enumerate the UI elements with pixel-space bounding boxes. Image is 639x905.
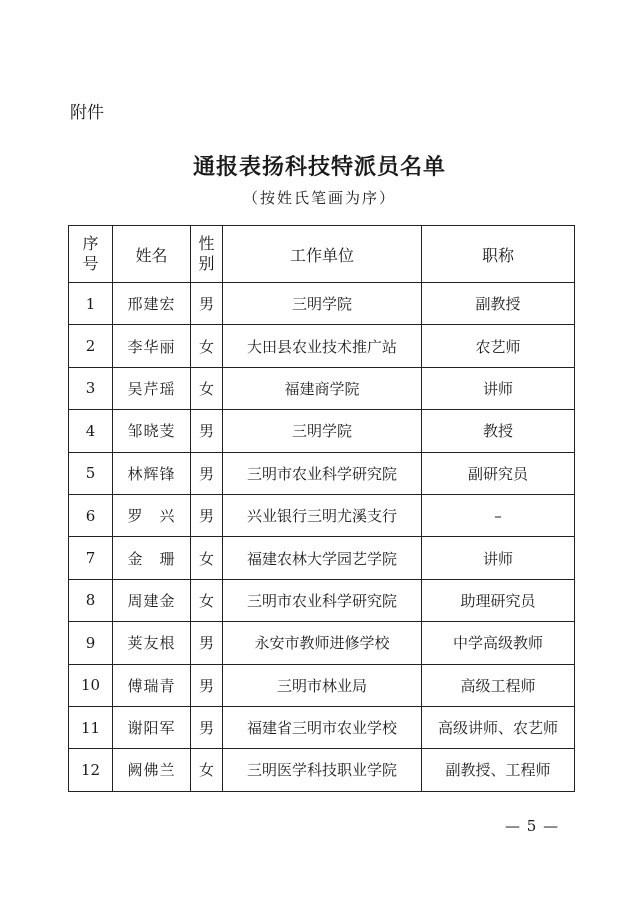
row-name: 邹晓芰 <box>113 410 191 452</box>
row-name: 傅瑞青 <box>113 664 191 706</box>
row-work-unit: 三明市农业科学研究院 <box>223 452 422 494</box>
table-row <box>69 537 575 579</box>
table-row <box>69 410 575 452</box>
row-number: 8 <box>69 579 113 621</box>
page-number: — 5 — <box>505 817 560 835</box>
row-work-unit: 三明市林业局 <box>223 664 422 706</box>
table-row <box>69 664 575 706</box>
row-name: 李华丽 <box>113 325 191 367</box>
row-name: 吴芹瑶 <box>113 367 191 409</box>
row-number: 6 <box>69 494 113 536</box>
row-name: 罗 兴 <box>113 494 191 536</box>
header-job-title: 职称 <box>422 226 575 283</box>
row-job-title: 副研究员 <box>422 452 575 494</box>
commissioner-roster-table <box>68 225 575 792</box>
row-name: 金 珊 <box>113 537 191 579</box>
row-work-unit: 三明医学科技职业学院 <box>223 749 422 791</box>
row-number: 2 <box>69 325 113 367</box>
attachment-label: 附件 <box>70 103 104 123</box>
row-number: 10 <box>69 664 113 706</box>
document-subtitle: （按姓氏笔画为序） <box>242 189 396 207</box>
header-gender-line2: 别 <box>198 254 215 273</box>
row-number: 12 <box>69 749 113 791</box>
row-job-title: 中学高级教师 <box>422 622 575 664</box>
table-row <box>69 283 575 325</box>
row-job-title: 讲师 <box>422 537 575 579</box>
row-job-title: 副教授、工程师 <box>422 749 575 791</box>
header-number-line2: 号 <box>82 254 99 273</box>
row-number: 5 <box>69 452 113 494</box>
row-number: 11 <box>69 706 113 748</box>
header-gender-line1: 性 <box>198 234 215 253</box>
table-row <box>69 494 575 536</box>
row-work-unit: 福建商学院 <box>223 367 422 409</box>
row-work-unit: 福建省三明市农业学校 <box>223 706 422 748</box>
header-gender <box>191 226 223 283</box>
row-work-unit: 兴业银行三明尤溪支行 <box>223 494 422 536</box>
row-gender: 女 <box>191 325 223 367</box>
row-job-title: 讲师 <box>422 367 575 409</box>
header-name: 姓名 <box>113 226 191 283</box>
row-gender: 男 <box>191 452 223 494</box>
row-job-title: 副教授 <box>422 283 575 325</box>
row-job-title: 教授 <box>422 410 575 452</box>
row-job-title: – <box>422 494 575 536</box>
table-row <box>69 579 575 621</box>
row-gender: 男 <box>191 494 223 536</box>
row-job-title: 助理研究员 <box>422 579 575 621</box>
table-row <box>69 706 575 748</box>
header-number-line1: 序 <box>82 234 99 253</box>
row-work-unit: 三明学院 <box>223 410 422 452</box>
row-job-title: 农艺师 <box>422 325 575 367</box>
row-number: 7 <box>69 537 113 579</box>
row-name: 邢建宏 <box>113 283 191 325</box>
row-work-unit: 福建农林大学园艺学院 <box>223 537 422 579</box>
table-row <box>69 325 575 367</box>
row-gender: 男 <box>191 410 223 452</box>
row-number: 3 <box>69 367 113 409</box>
row-number: 4 <box>69 410 113 452</box>
document-title: 通报表扬科技特派员名单 <box>192 155 446 180</box>
row-gender: 男 <box>191 706 223 748</box>
table-row <box>69 452 575 494</box>
row-gender: 男 <box>191 664 223 706</box>
row-work-unit: 三明市农业科学研究院 <box>223 579 422 621</box>
row-gender: 女 <box>191 749 223 791</box>
row-job-title: 高级工程师 <box>422 664 575 706</box>
row-name: 荚友根 <box>113 622 191 664</box>
row-gender: 女 <box>191 537 223 579</box>
row-name: 林辉锋 <box>113 452 191 494</box>
table-row <box>69 367 575 409</box>
header-number <box>69 226 113 283</box>
row-name: 周建金 <box>113 579 191 621</box>
row-gender: 女 <box>191 579 223 621</box>
row-gender: 女 <box>191 367 223 409</box>
table-header-row <box>69 226 575 283</box>
row-number: 1 <box>69 283 113 325</box>
table-row <box>69 622 575 664</box>
row-work-unit: 三明学院 <box>223 283 422 325</box>
row-gender: 男 <box>191 622 223 664</box>
table-row <box>69 749 575 791</box>
row-name: 阙佛兰 <box>113 749 191 791</box>
row-work-unit: 永安市教师进修学校 <box>223 622 422 664</box>
header-work-unit: 工作单位 <box>223 226 422 283</box>
row-name: 谢阳军 <box>113 706 191 748</box>
row-gender: 男 <box>191 283 223 325</box>
row-number: 9 <box>69 622 113 664</box>
row-work-unit: 大田县农业技术推广站 <box>223 325 422 367</box>
row-job-title: 高级讲师、农艺师 <box>422 706 575 748</box>
